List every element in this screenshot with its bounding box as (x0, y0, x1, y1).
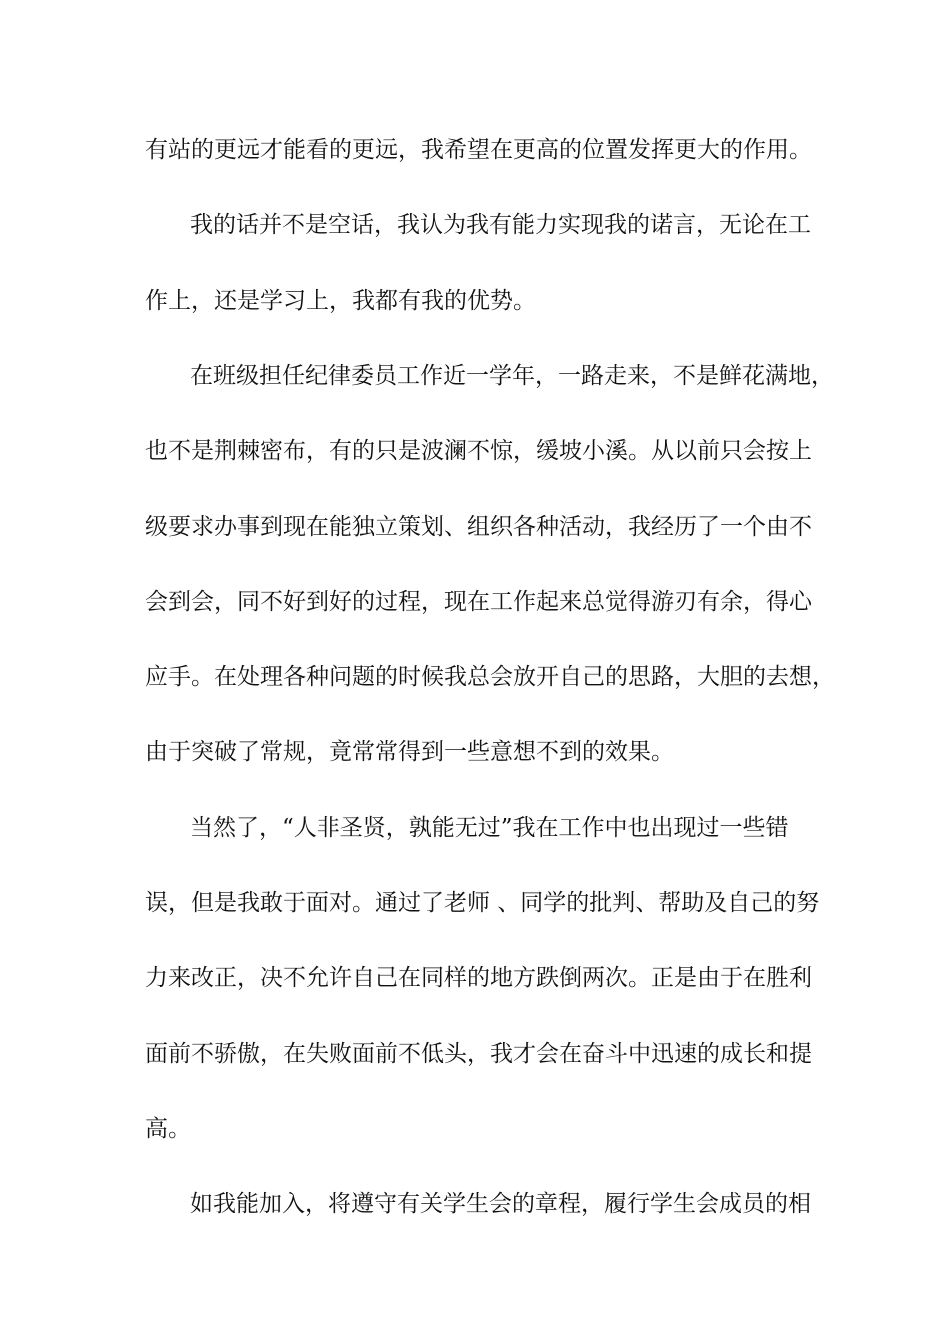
text-line-10: 当然了，“人非圣贤，孰能无过”我在工作中也出现过一些错 (190, 815, 789, 841)
text-line-2: 我的话并不是空话，我认为我有能力实现我的诺言，无论在工 (190, 212, 811, 238)
text-line-14: 高。 (145, 1116, 191, 1142)
text-line-12: 力来改正，决不允许自己在同样的地方跌倒两次。正是由于在胜利 (145, 965, 812, 991)
text-line-3: 作上，还是学习上，我都有我的优势。 (145, 288, 536, 314)
text-line-15: 如我能加入，将遵守有关学生会的章程，履行学生会成员的相 (190, 1191, 811, 1217)
text-line-11: 误，但是我敢于面对。通过了老师 、同学的批判、帮助及自己的努 (145, 890, 820, 916)
text-line-1: 有站的更远才能看的更远，我希望在更高的位置发挥更大的作用。 (145, 137, 812, 163)
text-line-8: 应手。在处理各种问题的时候我总会放开自己的思路，大胆的去想， (145, 664, 835, 690)
text-line-5: 也不是荆棘密布，有的只是波澜不惊，缓坡小溪。从以前只会按上 (145, 438, 812, 464)
text-line-6: 级要求办事到现在能独立策划、组织各种活动，我经历了一个由不 (145, 514, 812, 540)
text-line-7: 会到会，同不好到好的过程，现在工作起来总觉得游刃有余，得心 (145, 589, 812, 615)
text-line-9: 由于突破了常规，竟常常得到一些意想不到的效果。 (145, 739, 674, 765)
text-line-4: 在班级担任纪律委员工作近一学年，一路走来，不是鲜花满地， (190, 363, 834, 389)
text-line-13: 面前不骄傲，在失败面前不低头，我才会在奋斗中迅速的成长和提 (145, 1041, 812, 1067)
